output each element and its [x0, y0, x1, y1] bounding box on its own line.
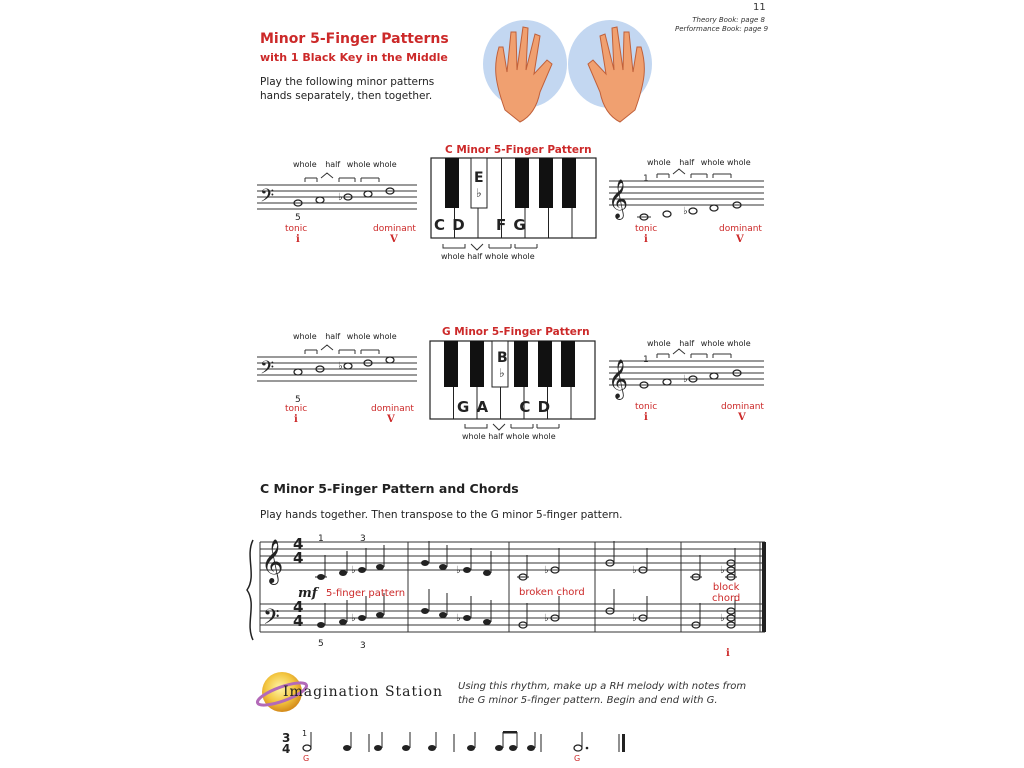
svg-text:♭: ♭ [544, 613, 549, 624]
svg-text:♭: ♭ [720, 613, 725, 624]
step-label: whole [726, 339, 751, 348]
theory-book-ref: Theory Book: page 8 [692, 16, 765, 24]
intro-line-2: hands separately, then together. [260, 90, 433, 102]
c-treble-staff [609, 166, 764, 231]
svg-text:♭: ♭ [456, 613, 461, 624]
rhythm-start-note: G [303, 754, 310, 763]
page-number: 11 [753, 2, 766, 13]
g-treble-tonic: tonic [635, 402, 658, 412]
svg-text:𝄢: 𝄢 [260, 358, 275, 383]
step-label: half [325, 160, 341, 169]
svg-text:♭: ♭ [683, 206, 688, 217]
c-treble-roman-i: i [644, 234, 648, 245]
key-label-a: A [476, 398, 489, 416]
g-treble-finger: 1 [643, 355, 649, 365]
g-key-labels [457, 398, 550, 416]
step-label: whole [293, 160, 317, 169]
step-label: whole [346, 160, 371, 169]
c-treble-dominant: dominant [719, 224, 762, 234]
svg-text:♭: ♭ [683, 374, 688, 385]
g-keyboard-steps [462, 432, 556, 441]
grand-staff [245, 536, 770, 646]
g-treble-roman-i: i [644, 412, 648, 423]
time-bottom: 4 [293, 612, 304, 630]
key-label-g: G [457, 398, 470, 416]
rhythm-time-signature [282, 733, 290, 755]
page-title: Minor 5-Finger Patterns [260, 31, 449, 47]
svg-text:♭: ♭ [338, 192, 343, 203]
step-label: whole [484, 252, 509, 261]
step-label: whole [531, 432, 556, 441]
time-bottom: 4 [282, 742, 291, 756]
key-label-c: C [434, 216, 446, 234]
intro-text [260, 75, 434, 103]
chords-instruction: Play hands together. Then transpose to the G minor 5-finger pattern. [260, 509, 623, 521]
svg-text:♭: ♭ [351, 565, 356, 576]
c-treble-roman-v: V [736, 234, 744, 245]
step-label: whole [462, 432, 486, 441]
step-label: whole [372, 160, 397, 169]
step-label: whole [293, 332, 317, 341]
time-top: 3 [282, 731, 291, 745]
page-subtitle: with 1 Black Key in the Middle [260, 51, 448, 64]
key-label-g: G [513, 216, 526, 234]
g-bass-staff [257, 342, 417, 397]
step-label: half [467, 252, 483, 261]
step-label: whole [726, 158, 751, 167]
lesson-page [245, 0, 775, 768]
c-treble-finger: 1 [643, 174, 649, 184]
svg-text:♭: ♭ [720, 565, 725, 576]
g-keyboard-title: G Minor 5-Finger Pattern [442, 326, 590, 338]
svg-text:♭: ♭ [456, 565, 461, 576]
imagination-title: Imagination Station [283, 684, 444, 700]
c-bass-steps [293, 160, 397, 169]
svg-text:♭: ♭ [351, 613, 356, 624]
g-black-key-label: B [497, 350, 508, 366]
step-label: whole [647, 158, 671, 167]
c-bass-dominant: dominant [373, 224, 416, 234]
label-broken-chord: broken chord [519, 587, 585, 598]
c-keyboard-step-brackets [431, 242, 597, 252]
c-flat-sign: ♭ [476, 186, 482, 200]
c-black-key-label: E [474, 170, 484, 186]
svg-text:𝄞: 𝄞 [608, 359, 629, 399]
g-treble-dominant: dominant [721, 402, 764, 412]
rhythm-end-note: G [574, 754, 581, 763]
c-bass-finger: 5 [295, 213, 301, 223]
key-label-d: D [452, 216, 465, 234]
c-keyboard-title: C Minor 5-Finger Pattern [445, 144, 592, 156]
step-label: whole [647, 339, 671, 348]
g-bass-roman-v: V [387, 414, 395, 425]
lh-finger-3: 3 [360, 641, 366, 651]
time-bottom: 4 [293, 549, 304, 567]
c-bass-roman-v: V [390, 234, 398, 245]
chords-heading: C Minor 5-Finger Pattern and Chords [260, 481, 519, 496]
g-treble-roman-v: V [738, 412, 746, 423]
step-label: half [325, 332, 341, 341]
c-bass-tonic: tonic [285, 224, 308, 234]
svg-text:♭: ♭ [632, 565, 637, 576]
rh-finger-1: 1 [318, 534, 324, 544]
time-top: 4 [293, 598, 304, 616]
step-label: whole [346, 332, 371, 341]
chords-roman-i: i [726, 648, 730, 659]
g-treble-staff [609, 346, 764, 406]
c-key-labels [434, 216, 526, 234]
key-label-d: D [537, 398, 551, 416]
label-5-finger-pattern: 5-finger pattern [326, 588, 406, 599]
step-label: whole [700, 158, 725, 167]
c-bass-roman-i: i [296, 234, 300, 245]
step-label: whole [505, 432, 530, 441]
imagination-line-1: Using this rhythm, make up a RH melody with notes from [458, 681, 747, 692]
lh-finger-5: 5 [318, 639, 324, 649]
g-bass-finger: 5 [295, 395, 301, 405]
intro-line-1: Play the following minor patterns [260, 76, 435, 88]
rhythm-line [295, 728, 645, 756]
svg-text:𝄞: 𝄞 [261, 539, 284, 583]
svg-text:♭: ♭ [338, 361, 343, 372]
imagination-line-2: the G minor 5-finger pattern. Begin and end with G. [458, 695, 718, 706]
page-references [675, 16, 769, 34]
g-keyboard-step-brackets [453, 422, 593, 432]
c-bass-staff [257, 170, 417, 225]
svg-text:♭: ♭ [632, 613, 637, 624]
step-label: half [488, 432, 504, 441]
svg-text:𝄢: 𝄢 [260, 186, 275, 211]
step-label: whole [510, 252, 535, 261]
bass-time-signature [293, 600, 303, 628]
label-block-chord [712, 582, 740, 604]
step-label: whole [441, 252, 465, 261]
key-label-c: C [519, 398, 531, 416]
dynamic-mf: mf [298, 586, 318, 601]
step-label: whole [372, 332, 397, 341]
g-bass-roman-i: i [294, 414, 298, 425]
time-top: 4 [293, 535, 304, 553]
hands-illustration [485, 12, 655, 132]
step-label: whole [700, 339, 725, 348]
g-bass-dominant: dominant [371, 404, 414, 414]
g-bass-steps [293, 332, 397, 341]
step-label: half [679, 158, 695, 167]
performance-book-ref: Performance Book: page 9 [675, 25, 769, 33]
treble-time-signature [293, 537, 303, 565]
block-label-2: chord [712, 593, 741, 604]
svg-text:♭: ♭ [544, 565, 549, 576]
key-label-f: F [495, 216, 507, 234]
c-treble-tonic: tonic [635, 224, 658, 234]
block-label-1: block [712, 582, 740, 593]
g-flat-sign: ♭ [499, 366, 505, 380]
svg-text:𝄞: 𝄞 [608, 179, 629, 219]
rhythm-finger: 1 [302, 729, 308, 738]
g-bass-tonic: tonic [285, 404, 308, 414]
imagination-text [458, 680, 746, 708]
rh-finger-3: 3 [360, 534, 366, 544]
c-keyboard-steps [441, 252, 535, 261]
step-label: half [679, 339, 695, 348]
svg-text:𝄢: 𝄢 [263, 605, 280, 635]
